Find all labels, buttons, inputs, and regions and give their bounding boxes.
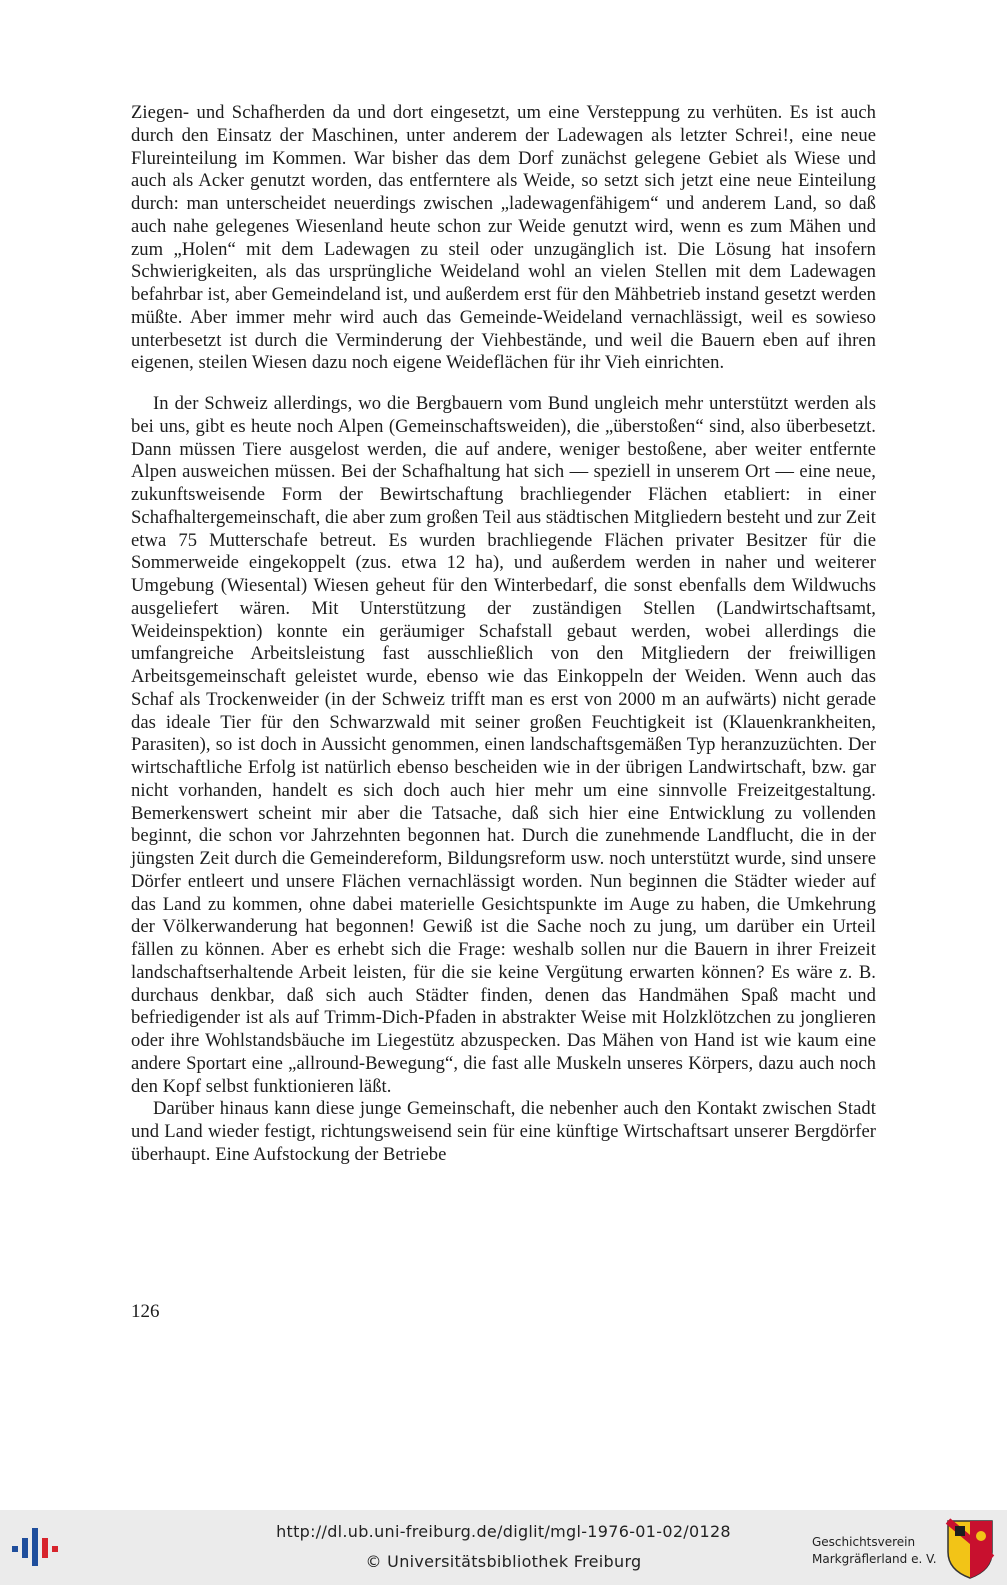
copyright-text: © Universitätsbibliothek Freiburg (365, 1552, 642, 1571)
paragraph-2: In der Schweiz allerdings, wo die Bergbauern vom Bund ungleich mehr unterstützt werden als bei uns, gibt es heute noch Alpen (Gemeinschaftsweiden), die „überstoßen“ sind, also überbesetzt. Dann müssen Tiere ausgelost werden, die auf andere, weniger bestoßene, aber weiter entfernte Alpen ausweichen müssen. Bei der Schafhaltung hat sich — speziell in unserem Ort — eine neue, zukunftsweisende Form der Bewirtschaftung brachliegender Flächen etabliert: in einer Schafhaltergemeinschaft, die aber zum großen Teil aus städtischen Mitgliedern besteht und zur Zeit etwa 75 Mutterschafe betreut. Es wurden brachliegende Flächen privater Besitzer für die Sommerweide eingekoppelt (zus. etwa 12 ha), und außerdem werden in naher und weiterer Umgebung (Wiesental) Wiesen geheut für den Winterbedarf, die sonst ebenfalls dem Wildwuchs ausgeliefert wären. Mit Unterstützung der zuständigen Stellen (Landwirtschaftsamt, Weideinspektion) konnte ein geräumiger Schafstall gebaut werden, wobei allerdings die umfangreiche Arbeitsleistung fast ausschließlich von den Mitgliedern der freiwilligen Arbeitsgemeinschaft geleistet wurde, ebenso wie das Einkoppeln der Weiden. Wenn auch das Schaf als Trockenweider (in der Schweiz trifft man es erst von 2000 m an aufwärts) nicht gerade das ideale Tier für den Schwarzwald mit seiner großen Feuchtigkeit ist (Klauenkrankheiten, Parasiten), so ist doch in Aussicht genommen, einen landschaftsgemäßen Typ heranzuzüchten. Der wirtschaftliche Erfolg ist natürlich ebenso bescheiden wie in der übrigen Landwirtschaft, bzw. gar nicht vorhanden, handelt es sich doch auch hier mehr um eine sinnvolle Freizeitgestaltung. Bemerkenswert scheint mir aber die Tatsache, daß sich hier eine Entwicklung zu vollenden beginnt, die schon vor Jahrzehnten begonnen hat. Durch die zunehmende Landflucht, die in der jüngsten Zeit durch die Gemeindereform, Bildungsreform usw. noch unterstützt wurde, sind unsere Dörfer entleert und unsere Flächen vernachlässigt worden. Nun beginnen die Städter wieder auf das Land zu kommen, ohne dabei materielle Gesichtspunkte im Auge zu haben, die Umkehrung der Völkerwanderung hat begonnen! Gewiß ist die Sache noch zu jung, um darüber ein Urteil fällen zu können. Aber es erhebt sich die Frage: weshalb sollen nur die Bauern in ihrer Freizeit landschaftserhaltende Arbeit leisten, für die sie keine Vergütung erwarten können? Es wäre z. B. durchaus denkbar, daß sich auch Städter finden, denen das Handmähen Spaß macht und befriedigender ist als auf Trimm-Dich-Pfaden in abstrakter Weise mit Holzklötzchen zu jonglieren oder ihre Wohlstandsbäuche im Liegestütz abzuspecken. Das Mähen von Hand ist wie kaum eine andere Sportart eine „allround-Bewegung“, die fast alle Muskeln unseres Körpers, dazu auch noch den Kopf selbst funktionieren läßt. (131, 393, 876, 1097)
paragraph-1: Ziegen- und Schafherden da und dort eingesetzt, um eine Versteppung zu verhüten. Es ist auch durch den Einsatz der Maschinen, unter anderem der Ladewagen als letzter Schrei!, eine neue Flureinteilung im Kommen. War bisher das dem Dorf zunächst gelegene Gebiet als Wiese und auch als Acker genutzt worden, das entferntere als Weide, so setzt sich jetzt eine neue Einteilung durch: man unterscheidet neuerdings zwischen „ladewagenfähigem“ und anderem Land, so daß auch nahe gelegenes Wiesenland heute schon zur Weide genutzt wird, wenn es zum Mähen und zum „Holen“ mit dem Ladewagen zu steil oder unzugänglich ist. Die Lösung hat insofern Schwierigkeiten, als das ursprüngliche Weideland wohl an vielen Stellen mit dem Ladewagen befahrbar ist, aber Gemeindeland ist, und außerdem erst für den Mähbetrieb instand gesetzt werden müßte. Aber immer mehr wird auch das Gemeinde-Weideland vernachlässigt, weil es sowieso unterbesetzt ist durch die Verminderung der Viehbestände, und weil die Bauern eben auf ihren eigenen, steilen Wiesen dazu noch eigene Weideflächen für ihr Vieh einrichten. (131, 102, 876, 374)
society-line-2: Markgräflerland e. V. (812, 1552, 937, 1566)
document-url[interactable]: http://dl.ub.uni-freiburg.de/diglit/mgl-1976-01-02/0128 (276, 1522, 731, 1541)
body-text (131, 102, 876, 1167)
paragraph-3: Darüber hinaus kann diese junge Gemeinschaft, die nebenher auch den Kontakt zwischen Stadt und Land wieder festigt, richtungsweisend sein für eine künftige Wirtschaftsart unserer Bergdörfer überhaupt. Eine Aufstockung der Betriebe (131, 1098, 876, 1165)
footer-bar (0, 1510, 1007, 1585)
page-number: 126 (131, 1301, 160, 1322)
society-line-1: Geschichtsverein (812, 1535, 916, 1549)
coat-of-arms-icon (945, 1518, 995, 1580)
society-name (812, 1534, 937, 1568)
